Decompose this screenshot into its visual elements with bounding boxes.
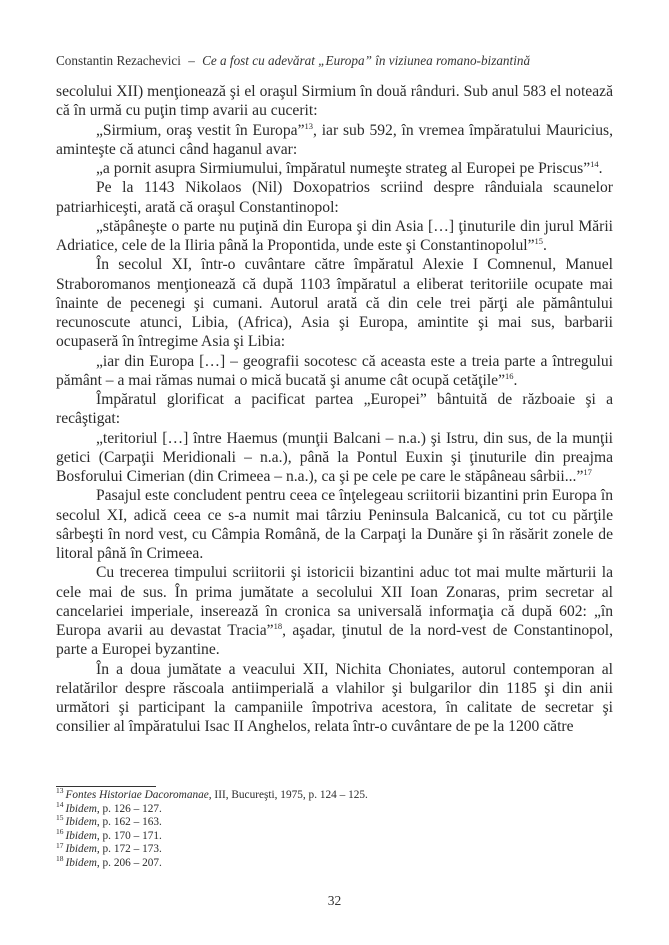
footnote-ref-18[interactable]: 18 — [273, 620, 283, 631]
header-separator: – — [188, 53, 195, 68]
footnote-18 — [56, 854, 613, 871]
paragraph-7 — [56, 352, 613, 391]
page-number: 32 — [327, 893, 342, 908]
paragraph-12 — [56, 660, 613, 737]
footnote-source-title: Ibidem — [65, 856, 97, 869]
punctuation: . — [598, 160, 603, 177]
footnote-number: 14 — [56, 799, 64, 809]
paragraph-text: secolului XII) menţionează şi el oraşul Sirmium în două rânduri. Sub anul 583 el notează că în urmă cu puţin timp avarii au cucerit: — [56, 83, 613, 120]
paragraph-10 — [56, 486, 613, 563]
paragraph-9 — [56, 429, 613, 487]
quote-text: „a pornit asupra Sirmiumului, împăratul numeşte strateg al Europei pe Priscus” — [96, 160, 591, 177]
footnote-ref-16[interactable]: 16 — [505, 370, 514, 381]
paragraph-text: În secolul XI, într-o cuvântare către împăratul Alexie I Comnenul, Manuel Straboromanos menţionează că după 1103 împăratul a eliberat teritoriile ocupate mai înainte de pecenegi şi cumani. Autorul arată că din cele trei părţi ale pământului recunoscute atunci, Libia, (Africa), Asia şi Europa, amintite şi mai sus, barbarii ocupaseră în întregime Asia şi Libia: — [56, 256, 613, 351]
paragraph-text: , aşadar, ţinutul de la nord-vest de Constantinopol, parte a Europei byzantine. — [56, 622, 613, 659]
footnote-citation: p. 172 – 173. — [99, 843, 162, 856]
footnote-ref-13[interactable]: 13 — [304, 120, 313, 131]
footnote-divider — [56, 786, 156, 787]
footnote-number: 13 — [56, 786, 64, 796]
footnote-citation: , p. 206 – 207. — [96, 856, 162, 869]
footnote-source-title: Ibidem, — [65, 843, 100, 856]
footnote-number: 15 — [56, 813, 64, 823]
paragraph-1 — [56, 82, 613, 121]
footnote-13 — [56, 786, 613, 803]
footnote-source-title: Ibidem — [65, 816, 97, 829]
header-title: Ce a fost cu adevărat „Europa” în viziunea romano-bizantină — [202, 53, 531, 68]
footnote-citation: III, Bucureşti, 1975, p. 124 – 125. — [211, 789, 368, 801]
footnote-citation: , p. 126 – 127. — [96, 802, 162, 815]
paragraph-5 — [56, 217, 613, 256]
punctuation: . — [543, 237, 547, 254]
footnote-citation: , p. 162 – 163. — [96, 816, 162, 829]
paragraph-text: Cu trecerea timpului scriitorii şi istoricii bizantini aduc tot mai multe mărturii la cele mai de sus. În prima jumătate a secolului XII Ioan Zonaras, prim secretar al cancelariei imperiale, inserează în cronica sa universală informaţia că după 602: „în Europa avarii au devastat Tracia” — [56, 564, 613, 639]
quote-text: „teritoriul […] între Haemus (munţii Balcani – n.a.) şi Istru, din sus, de la munţii getici (Carpaţii Meridionali – n.a.), până la Pontul Euxin şi ţinuturile din preajma Bosforului Cimerian (din Crimeea – n.a.), ca şi pe cele pe care le stăpâneau sârbii...” — [56, 429, 613, 485]
footnote-ref-17[interactable]: 17 — [583, 466, 592, 477]
paragraph-2 — [56, 121, 613, 160]
quote-text: „Sirmium, oraş vestit în Europa” — [96, 121, 305, 139]
header-author: Constantin Rezachevici — [56, 53, 181, 68]
footnote-number: 17 — [56, 840, 64, 850]
footnote-source-title: Fontes Historiae Dacoromanae, — [65, 789, 212, 801]
paragraph-3 — [56, 159, 613, 178]
paragraph-8 — [56, 390, 613, 429]
footnote-17 — [56, 840, 613, 857]
quote-text: „iar din Europa […] – geografii socotesc că aceasta este a treia parte a întregului pământ – a mai rămas numai o mică bucată şi anume cât ocupă cetăţile” — [56, 352, 613, 389]
punctuation: . — [513, 371, 518, 389]
paragraph-text: Pe la 1143 Nikolaos (Nil) Doxopatrios scriind despre rânduiala scaunelor patriarhiceşti, arată că oraşul Constantinopol: — [56, 179, 613, 216]
footnote-source-title: Ibidem — [65, 829, 97, 842]
footnotes — [56, 786, 613, 871]
footnote-ref-15[interactable]: 15 — [534, 235, 543, 246]
footnote-16 — [56, 827, 613, 844]
footnote-number: 18 — [56, 854, 64, 864]
paragraph-text: Împăratul glorificat a pacificat partea „Europei” bântuită de războaie şi a recâştigat: — [56, 391, 613, 428]
paragraph-11 — [56, 563, 613, 659]
body-text — [56, 82, 613, 737]
footnote-citation: , p. 170 – 171. — [96, 829, 162, 842]
paragraph-4 — [56, 178, 613, 217]
footnote-ref-14[interactable]: 14 — [590, 158, 599, 169]
paragraph-text: , iar sub 592, în vremea împăratului Mauricius, aminteşte că atunci când haganul avar: — [56, 121, 614, 158]
quote-text: „stăpâneşte o parte nu puţină din Europa şi din Asia […] ţinuturile din jurul Mării Adriatice, cele de la Iliria până la Propontida, unde este şi Constantinopolul” — [56, 217, 613, 254]
footnote-source-title: Ibidem — [65, 802, 97, 815]
running-header — [56, 53, 530, 69]
paragraph-6 — [56, 255, 613, 351]
paragraph-text: Pasajul este concludent pentru ceea ce înţelegeau scriitorii bizantini prin Europa în secolul XI, adică ceea ce s-a numit mai târziu Peninsula Balcanică, cu tot cu părţile sârbeşti în nord vest, cu Câmpia Română, de la Carpaţi la Dunăre şi în răsărit zonele de litoral până în Crimeea. — [56, 487, 613, 562]
footnote-15 — [56, 813, 613, 830]
footnote-number: 16 — [56, 827, 64, 837]
paragraph-text: În a doua jumătate a veacului XII, Nichita Choniates, autorul contemporan al relatărilor despre răscoala antiimperială a vlahilor şi bulgarilor din 1185 şi din anii următori şi participant la campaniile împotriva acestora, în calitate de secretar şi consilier al împăratului Isac II Anghelos, relata într-o cuvântare de pe la 1200 către — [56, 660, 613, 736]
footnote-14 — [56, 799, 613, 817]
